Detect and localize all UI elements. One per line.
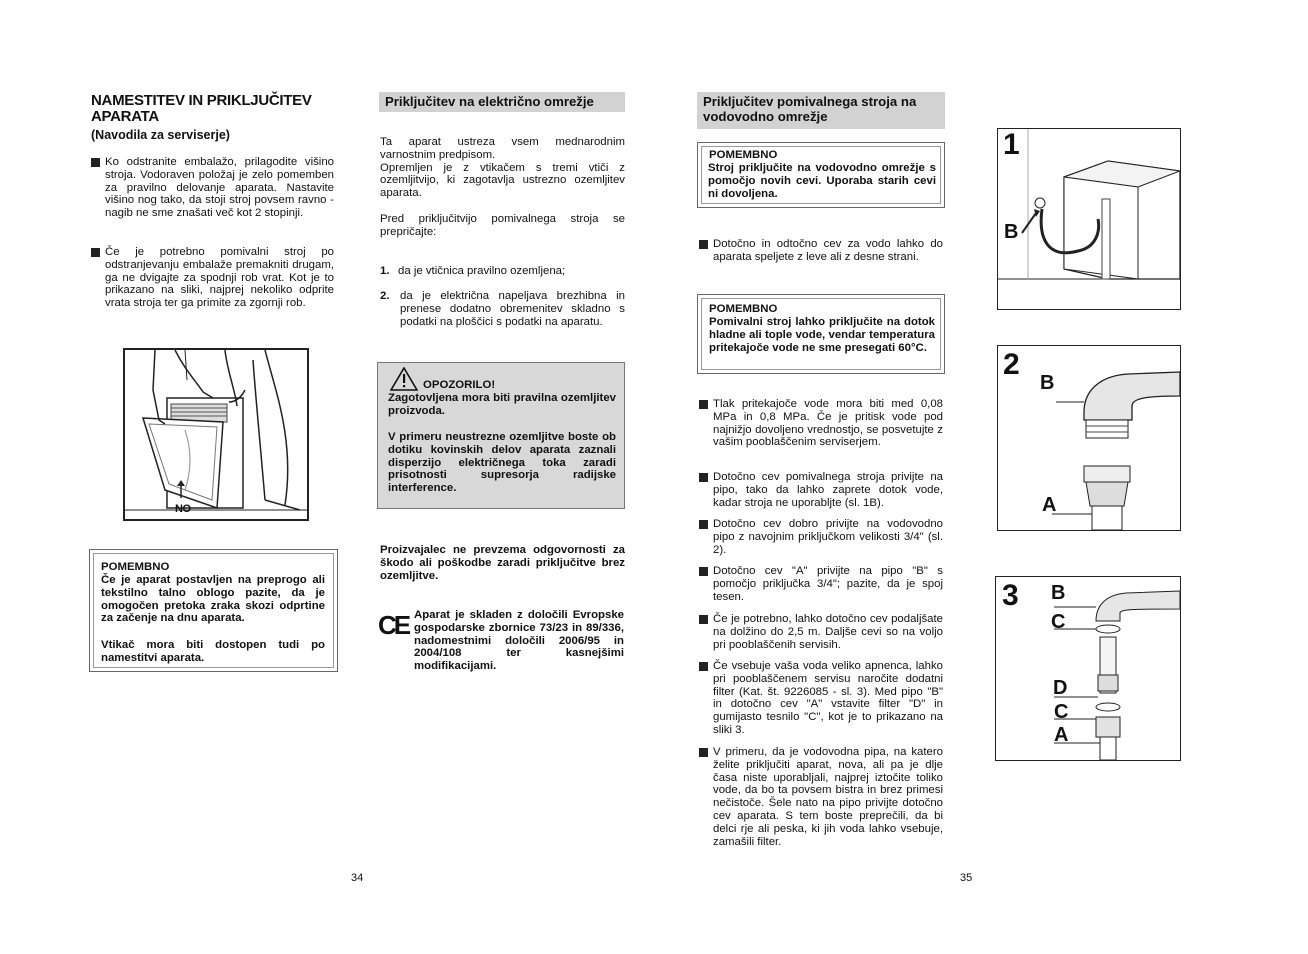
figure-label-d: D: [1053, 677, 1068, 699]
paragraph-before-connecting: Pred priključitvijo pomivalnega stroja se prepričajte:: [380, 213, 625, 238]
note-title: POMEMBNO: [101, 561, 170, 573]
figure-label-no: NO: [175, 503, 191, 515]
bullet-square-icon: [699, 662, 708, 671]
section-header-water: Priključitev pomivalnega stroja na vodovodno omrežje: [697, 92, 945, 129]
figure-2-tap-connector: [997, 345, 1181, 531]
list-item-text: V primeru, da je vodovodna pipa, na katero želite priključiti aparat, nova, ali pa je dlje časa niste uporabljali, najprej iztočite toliko vode, da bo ta povsem bistra in brez primesi nečistoče. Šele nato na pipo privijte dotočno cev aparata. S tem boste preprečili, da bi delci rje ali peska, ki jih voda lahko vsebuje, zamašili filter.: [713, 746, 943, 848]
list-item: [699, 398, 943, 464]
warning-title: OPOZORILO!: [423, 379, 496, 391]
note-text: Če je aparat postavljen na preprogo ali tekstilno talno oblogo pazite, da je omogočen pretoka zraka skozi odprtine za začenje na dnu aparata.: [101, 574, 325, 625]
list-item: [91, 246, 334, 326]
list-item: [699, 518, 943, 558]
list-item: [91, 156, 334, 236]
ce-compliance-text: Aparat je skladen z določili Evropske gospodarske zbornice 73/23 in 89/336, nadomestnimi določili 2006/95 in 2004/108 ter kasnejšimi modifikacijami.: [414, 609, 624, 673]
bullet-square-icon: [699, 748, 708, 757]
figure-number: 2: [1003, 348, 1020, 381]
note-title: POMEMBNO: [709, 303, 778, 315]
list-item-text: Dotočno cev dobro privijte na vodovodno pipo z navojnim priključkom velikosti 3/4" (sl. 2).: [713, 518, 943, 556]
filter-assembly-illustration: [996, 577, 1180, 760]
paragraph-compliance: Ta aparat ustreza vsem mednarodnim varnostnim predpisom. Opremljen je z vtikačem s tremi vtiči z ozemljitvijo, ki zagotavlja ustrezno ozemljitev aparata.: [380, 136, 625, 200]
figure-label-c: C: [1051, 611, 1066, 633]
list-item-text: da je električna napeljava brezhibna in prenese dodatno obremenitev skladno s podatki na ploščici s podatki na aparatu.: [400, 290, 625, 328]
list-item-text: Tlak pritekajoče vode mora biti med 0,08 MPa in 0,8 MPa. Če je pritisk vode pod najnižjo dovoljeno vrednostjo, se posvetujte z vašim pooblaščenim serviserjem.: [713, 398, 943, 449]
list-item-text: da je vtičnica pravilno ozemljena;: [398, 265, 566, 277]
list-item: [699, 565, 943, 605]
list-item-text: Če je potrebno pomivalni stroj po odstranjevanju embalaže premakniti drugam, ga ne dvigajte za spodnji rob vrat. Kot je to prikazano na sliki, najprej nekoliko odprite vrata stroja ter ga primite za zgornji rob.: [105, 246, 334, 310]
figure-lift-dishwasher: [123, 348, 309, 521]
page-number-right: 35: [960, 872, 973, 884]
warning-text-interference: V primeru neustrezne ozemljitve boste ob dotiku kovinskih delov aparata zaznali disperzijo električnega toka zaradi prisotnosti supresorja radijske interference.: [388, 431, 616, 495]
list-item: [699, 471, 943, 511]
dishwasher-lift-illustration: [125, 350, 307, 519]
list-item-text: Dotočno cev pomivalnega stroja privijte na pipo, tako da lahko zaprete dotok vode, kadar stroja ne uporabljte (sl. 1B).: [713, 471, 943, 509]
warning-triangle-icon: [390, 367, 418, 391]
list-item-text: Če vsebuje vaša voda veliko apnenca, lahko pri pooblaščenem servisu naročite dodatni filter (Kat. št. 9226085 - sl. 3). Med pipo "B" in dotočno cev "A" vstavite filter "D" in gumijasto tesnilo "C", kot je to prikazano na sliki 3.: [713, 660, 943, 736]
list-number: 1.: [380, 265, 390, 277]
list-item: [699, 613, 943, 653]
bullet-square-icon: [91, 248, 100, 257]
figure-label-c: C: [1054, 701, 1069, 723]
figure-number: 3: [1002, 579, 1019, 612]
bullet-square-icon: [699, 473, 708, 482]
figure-1-dishwasher-hose: [997, 128, 1181, 310]
note-box-new-hoses: [697, 142, 945, 208]
section-header-electric: Priključitev na električno omrežje: [379, 92, 625, 112]
bullet-square-icon: [91, 158, 100, 167]
figure-label-b: B: [1040, 372, 1055, 394]
list-item: [699, 660, 943, 740]
warning-box: [377, 362, 625, 509]
figure-label-a: A: [1042, 494, 1057, 516]
note-box-temperature: [697, 294, 945, 374]
list-item-text: Dotočno cev "A" privijte na pipo "B" s pomočjo priključka 3/4"; pazite, da je spoj tesen.: [713, 565, 943, 603]
figure-label-a: A: [1054, 724, 1069, 746]
note-text-plug: Vtikač mora biti dostopen tudi po namestitvi aparata.: [101, 639, 325, 664]
ce-mark-icon: CE: [378, 610, 409, 640]
bullet-square-icon: [699, 240, 708, 249]
section-title: NAMESTITEV IN PRIKLJUČITEV APARATA: [91, 92, 312, 125]
list-item-text: Če je potrebno, lahko dotočno cev podaljšate na dolžino do 2,5 m. Daljše cevi so na voljo pri pooblaščenih servisih.: [713, 613, 943, 651]
page-number-left: 34: [351, 872, 364, 884]
note-text: Pomivalni stroj lahko priključite na dotok hladne ali tople vode, vendar temperatura pritekajoče vode ne sme presegati 60°C.: [709, 316, 935, 354]
warning-text: Zagotovljena mora biti pravilna ozemljitev proizvoda.: [388, 392, 616, 417]
section-subtitle: (Navodila za serviserje): [91, 128, 230, 142]
note-box-important: [89, 549, 338, 672]
note-text: Stroj priključite na vodovodno omrežje s pomočjo novih cevi. Uporaba starih cevi ni dovoljena.: [708, 162, 936, 200]
liability-statement: Proizvajalec ne prevzema odgovornosti za škodo ali poškodbe zaradi priključitve brez ozemljitve.: [380, 544, 625, 582]
bullet-square-icon: [699, 520, 708, 529]
list-item-text: Ko odstranite embalažo, prilagodite višino stroja. Vodoraven položaj je zelo pomemben za pravilno delovanje aparata. Nastavite višino nog tako, da stoji stroj povsem ravno - nagib ne sme znašati več kot 2 stopinji.: [105, 156, 334, 220]
bullet-square-icon: [699, 400, 708, 409]
tap-connector-illustration: [998, 346, 1180, 530]
list-item: [699, 238, 943, 278]
bullet-square-icon: [699, 567, 708, 576]
dishwasher-hose-illustration: [998, 129, 1180, 309]
figure-3-filter-assembly: [995, 576, 1181, 761]
list-item: [699, 746, 943, 866]
figure-number: 1: [1003, 128, 1020, 161]
bullet-square-icon: [699, 615, 708, 624]
list-number: 2.: [380, 290, 390, 302]
list-item-text: Dotočno in odtočno cev za vodo lahko do aparata speljete z leve ali z desne strani.: [713, 238, 943, 263]
figure-label-b: B: [1051, 582, 1066, 604]
note-title: POMEMBNO: [709, 149, 778, 161]
figure-label-b: B: [1004, 221, 1019, 243]
